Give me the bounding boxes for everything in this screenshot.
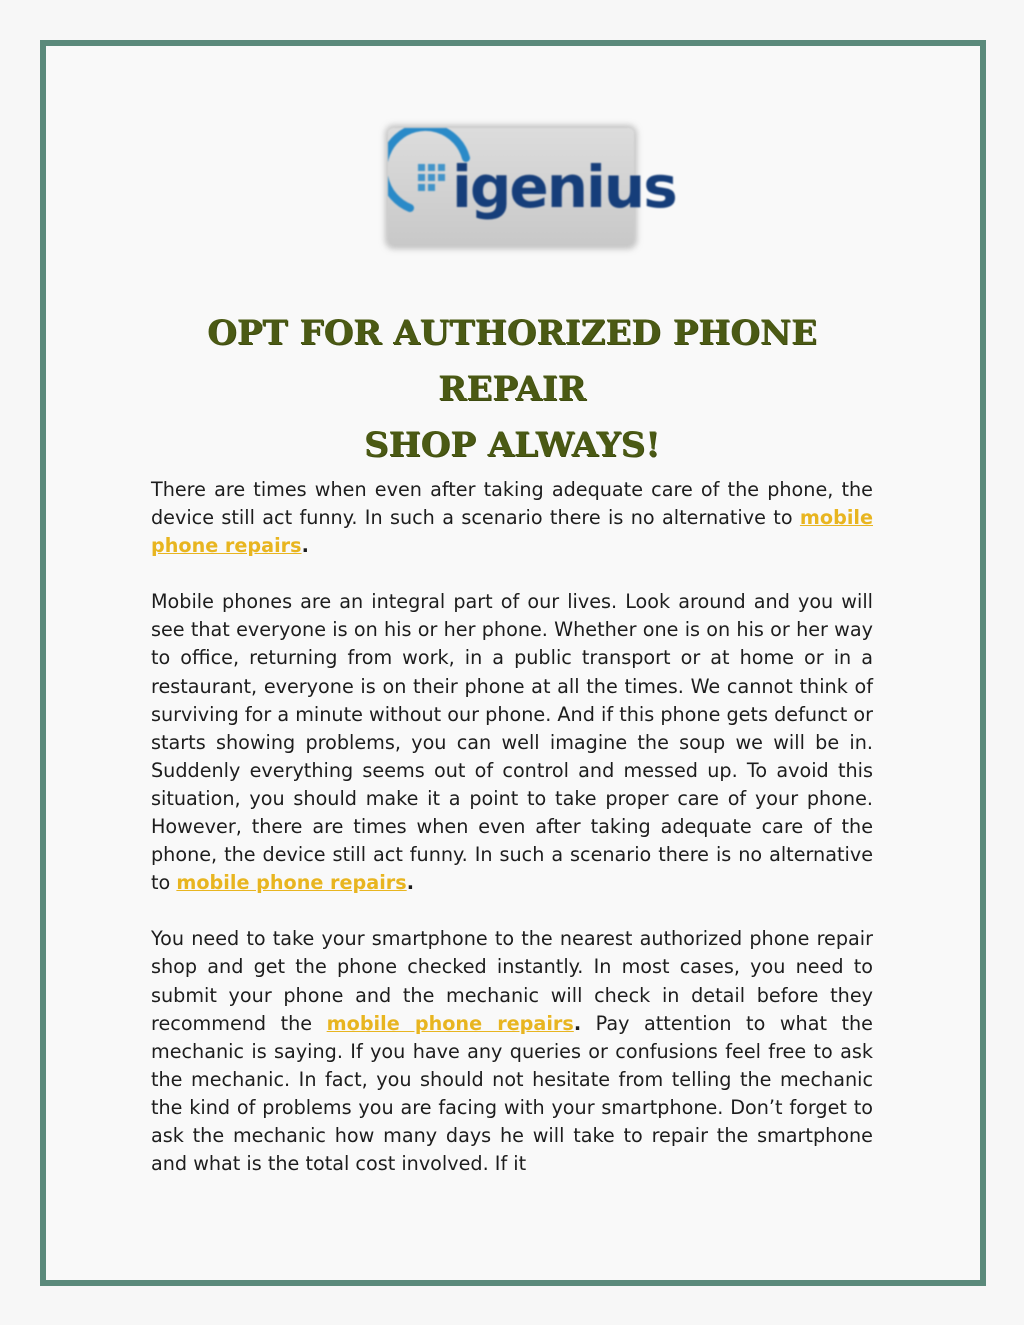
paragraph-1-end: . <box>301 534 309 558</box>
paragraph-2-end: . <box>406 871 414 895</box>
paragraph-3-text: You need to take your smartphone to the nearest authorized phone repair shop and get the phone checked instantly. In most cases, you need to submit your phone and the mechanic will check in detail before they recommend the <box>151 927 873 1035</box>
paragraph-3-dot: . <box>573 1011 582 1035</box>
igenius-logo <box>388 128 676 246</box>
title-line-2: SHOP ALWAYS! <box>363 425 661 465</box>
mobile-phone-repairs-link[interactable]: mobile phone repairs <box>151 506 873 558</box>
paragraph-2 <box>151 588 873 897</box>
paragraph-3-rest: Pay attention to what the mechanic is saying. If you have any queries or confusions feel free to ask the mechanic. In fact, you should not hesitate from telling the mechanic the kind of problems you are facing with your smartphone. Don’t forget to ask the mechanic how many days he will take to repair the smartphone and what is the total cost involved. If it <box>151 1011 873 1176</box>
page-title <box>150 305 874 473</box>
paragraph-3 <box>151 925 873 1178</box>
mobile-phone-repairs-link[interactable]: mobile phone repairs <box>176 871 407 895</box>
title-line-1: OPT FOR AUTHORIZED PHONE REPAIR <box>207 313 817 409</box>
paragraph-2-text: Mobile phones are an integral part of our lives. Look around and you will see that everyone is on his or her phone. Whether one is on his or her way to office, returning from work, in a public transport or at home or in a restaurant, everyone is on their phone at all the times. We cannot think of surviving for a minute without our phone. And if this phone gets defunct or starts showing problems, you can well imagine the soup we will be in. Suddenly everything seems out of control and messed up. To avoid this situation, you should make it a point to take proper care of your phone. However, there are times when even after taking adequate care of the phone, the device still act funny. In such a scenario there is no alternative to <box>151 590 873 895</box>
article-body <box>151 476 873 1206</box>
logo-wordmark: igenius <box>452 153 676 221</box>
paragraph-1-text: There are times when even after taking adequate care of the phone, the device still act funny. In such a scenario there is no alternative to <box>151 478 873 530</box>
paragraph-1 <box>151 476 873 560</box>
mobile-phone-repairs-link[interactable]: mobile phone repairs <box>326 1011 574 1035</box>
